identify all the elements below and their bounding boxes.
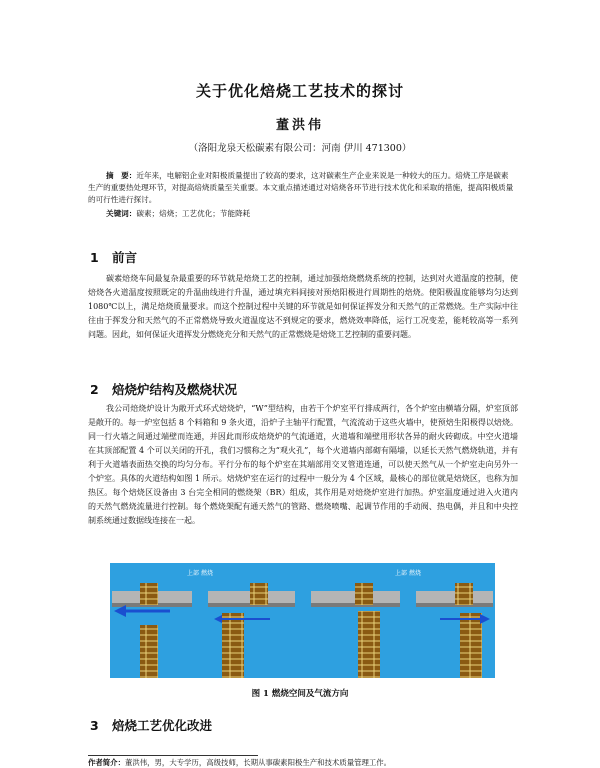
- upper-wall: [355, 583, 373, 605]
- footnote-text: 董洪伟，男，大专学历，高级技师，长期从事碳素阳极生产和技术质量管理工作。: [124, 758, 392, 767]
- abstract: [88, 170, 516, 206]
- author-footnote: [88, 757, 528, 768]
- upper-wall: [140, 583, 158, 605]
- plate-gap: [192, 589, 208, 609]
- footnote-rule: [88, 755, 258, 756]
- affiliation: （洛阳龙泉天松碳素有限公司：河南 伊川 471300）: [188, 143, 412, 154]
- keywords-text: 碳素；焙烧；工艺优化；节能降耗: [136, 209, 251, 218]
- upper-wall: [250, 583, 268, 605]
- author-name: 董洪伟: [275, 118, 324, 133]
- paragraph-structure: 我公司焙烧炉设计为敞开式环式焙烧炉，“W”型结构，由若干个炉室平行排成两行，各个炉室由横墙分隔，炉室顶部是敞开的。每一炉室包括 8 个料箱和 9 条火道，沿炉子主轴平行配置，气流流动于这些火墙中，使预焙生阳极得以焙烧。同一行火墙之间通过端壁而连通，并因此而形成焙烧炉的气流通道，火道墙和端壁用形状各异的耐火砖砌成。中空火道墙在其顶部配置 4 个可以关闭的开孔，我们习惯称之为“观火孔”，每个火道墙内部砌有隔墙，以延长天然气燃烧轨道，并有利于火道墙表面热交换的均匀分布。平行分布的每个炉室在其端部用交叉管道连通，可以使天然气从一个炉室走向另外一个炉室。具体的火道结构如图 1 所示。焙烧炉室在运行的过程中一般分为 4 个区域，最核心的部位就是焙烧区，也称为加热区。每个焙烧区设备由 3 台完全相同的燃烧架（BR）组成，其作用是对焙烧炉室进行加热。炉室温度通过进入火道内的天然气燃烧流量进行控制。每个燃烧架配有通天然气的管路、燃烧喷嘴、起调节作用的手动阀、热电偶，并且和中央控制系统通过数据线连接在一起。: [88, 404, 518, 525]
- figure-background: [110, 563, 495, 678]
- figure-label-2: 上部 燃烧: [395, 570, 421, 577]
- section-heading-1: 1 前言: [90, 250, 138, 265]
- paragraph-intro: 碳素焙烧车间最复杂最重要的环节就是焙烧工艺的控制，通过加强焙烧燃烧系统的控制，达到对火道温度的控制，使焙烧各火道温度按照既定的升温曲线进行升温，通过填充料间接对预焙阳极进行周期性的焙烧。使阳极温度能够均匀达到 1080℃以上，满足焙烧质量要求。而这个控制过程中关键的环节就是如何保证挥发分和天然气的正常燃烧。生产实际中往往由于挥发分和天然气的不正常燃烧导致火道温度达不到规定的要求，燃烧效率降低，运行工况变差，能耗较高等一系列问题。因此，如何保证火道挥发分燃烧充分和天然气的正常燃烧是焙烧工艺控制的重要问题。: [88, 274, 518, 339]
- paper-title: 关于优化焙烧工艺技术的探讨: [195, 82, 404, 100]
- figure-1-diagram: [110, 563, 495, 678]
- plate-gap: [400, 589, 416, 609]
- figure-label-1: 上部 燃烧: [187, 570, 213, 577]
- plate-gap: [295, 589, 311, 609]
- abstract-label: 摘 要：: [106, 171, 137, 180]
- partition-wall: [140, 625, 158, 678]
- section-heading-3: 3 焙烧工艺优化改进: [90, 718, 213, 733]
- upper-wall: [455, 583, 473, 605]
- abstract-text: 近年来，电解铝企业对阳极质量提出了较高的要求，这对碳素生产企业来说是一种较大的压力。焙烧工序是碳素生产的重要热处理环节，对提高焙烧质量至关重要。本文重点描述通过对焙烧各环节进行技术优化和采取的措施，提高阳极质量的可行性进行探讨。: [88, 171, 514, 204]
- section-heading-2: 2 焙烧炉结构及燃烧状况: [90, 382, 238, 397]
- partition-wall: [222, 613, 244, 678]
- keywords-label: 关键词：: [106, 209, 137, 218]
- partition-wall: [358, 611, 380, 678]
- keywords: [106, 208, 516, 220]
- footnote-label: 作者简介：: [88, 758, 125, 767]
- figure-caption: 图 1 燃烧空间及气流方向: [251, 689, 349, 699]
- partition-wall: [460, 613, 482, 678]
